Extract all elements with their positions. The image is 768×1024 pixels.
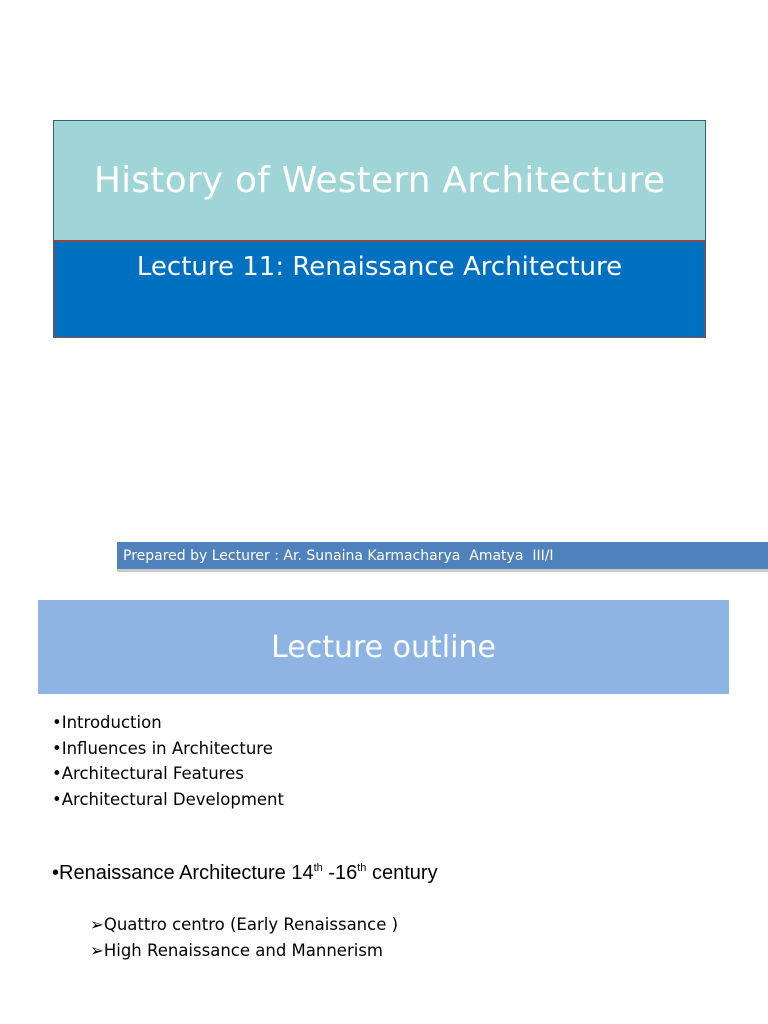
title-band <box>54 121 705 242</box>
century-line <box>52 862 438 885</box>
outline-list <box>52 710 284 813</box>
outline-heading: Lecture outline <box>271 629 496 665</box>
presentation-title: History of Western Architecture <box>93 160 666 201</box>
prepared-by-text: Prepared by Lecturer : Ar. Sunaina Karmacharya Amatya III/I <box>123 547 554 564</box>
century-suffix: century <box>366 862 438 884</box>
century-prefix: •Renaissance Architecture 14 <box>52 862 314 884</box>
outline-item: •Architectural Features <box>52 764 244 784</box>
lecture-subtitle: Lecture 11: Renaissance Architecture <box>136 252 623 282</box>
sub-item: ➢High Renaissance and Mannerism <box>90 941 383 960</box>
subtitle-band <box>54 242 705 338</box>
century-middle: -16 <box>322 862 358 884</box>
sub-list <box>90 912 398 964</box>
sub-item: ➢Quattro centro (Early Renaissance ) <box>90 915 399 934</box>
outline-item: •Architectural Development <box>52 790 284 810</box>
century-sup-start: th <box>313 862 323 874</box>
outline-item: •Influences in Architecture <box>52 738 273 758</box>
prepared-by-bar <box>117 542 768 569</box>
century-sup-end: th <box>357 862 367 874</box>
outline-header <box>38 600 729 694</box>
outline-item: •Introduction <box>52 713 162 732</box>
title-block <box>53 120 706 338</box>
